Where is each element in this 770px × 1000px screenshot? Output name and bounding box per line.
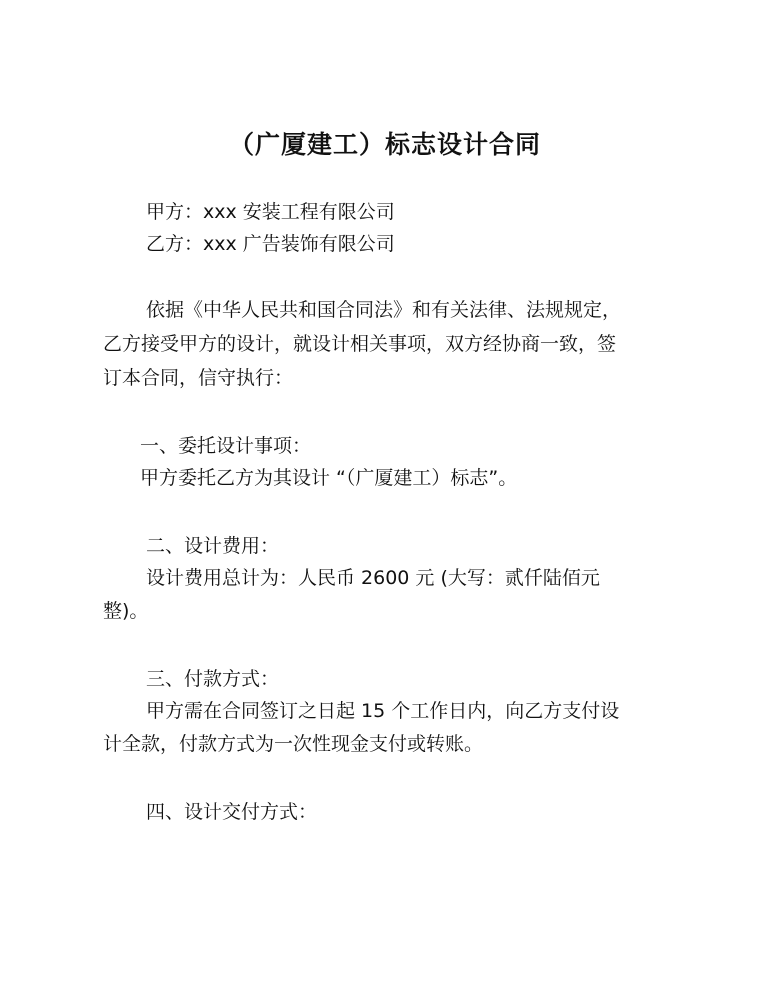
section-3-line-1: 甲方需在合同签订之日起 15 个工作日内，向乙方支付设 bbox=[146, 700, 620, 722]
section-2-line-2: 整)。 bbox=[103, 600, 149, 622]
section-3-line-2: 计全款，付款方式为一次性现金支付或转账。 bbox=[103, 733, 484, 755]
section-heading-4: 四、设计交付方式： bbox=[146, 801, 318, 823]
intro-line-1: 依据《中华人民共和国合同法》和有关法律、法规规定， bbox=[146, 299, 622, 321]
section-heading-2: 二、设计费用： bbox=[146, 535, 280, 557]
section-1-line-1: 甲方委托乙方为其设计 “（广厦建工）标志”。 bbox=[140, 467, 518, 489]
intro-line-3: 订本合同，信守执行： bbox=[103, 367, 294, 389]
section-2-line-1: 设计费用总计为：人民币 2600 元 (大写：贰仟陆佰元 bbox=[146, 567, 600, 589]
party-b: 乙方：xxx 广告装饰有限公司 bbox=[146, 233, 395, 255]
section-heading-1: 一、委托设计事项： bbox=[140, 435, 312, 457]
party-a: 甲方：xxx 安装工程有限公司 bbox=[146, 201, 395, 223]
intro-line-2: 乙方接受甲方的设计，就设计相关事项，双方经协商一致，签 bbox=[103, 333, 617, 355]
page-title: （广厦建工）标志设计合同 bbox=[228, 130, 541, 159]
section-heading-3: 三、付款方式： bbox=[146, 668, 280, 690]
